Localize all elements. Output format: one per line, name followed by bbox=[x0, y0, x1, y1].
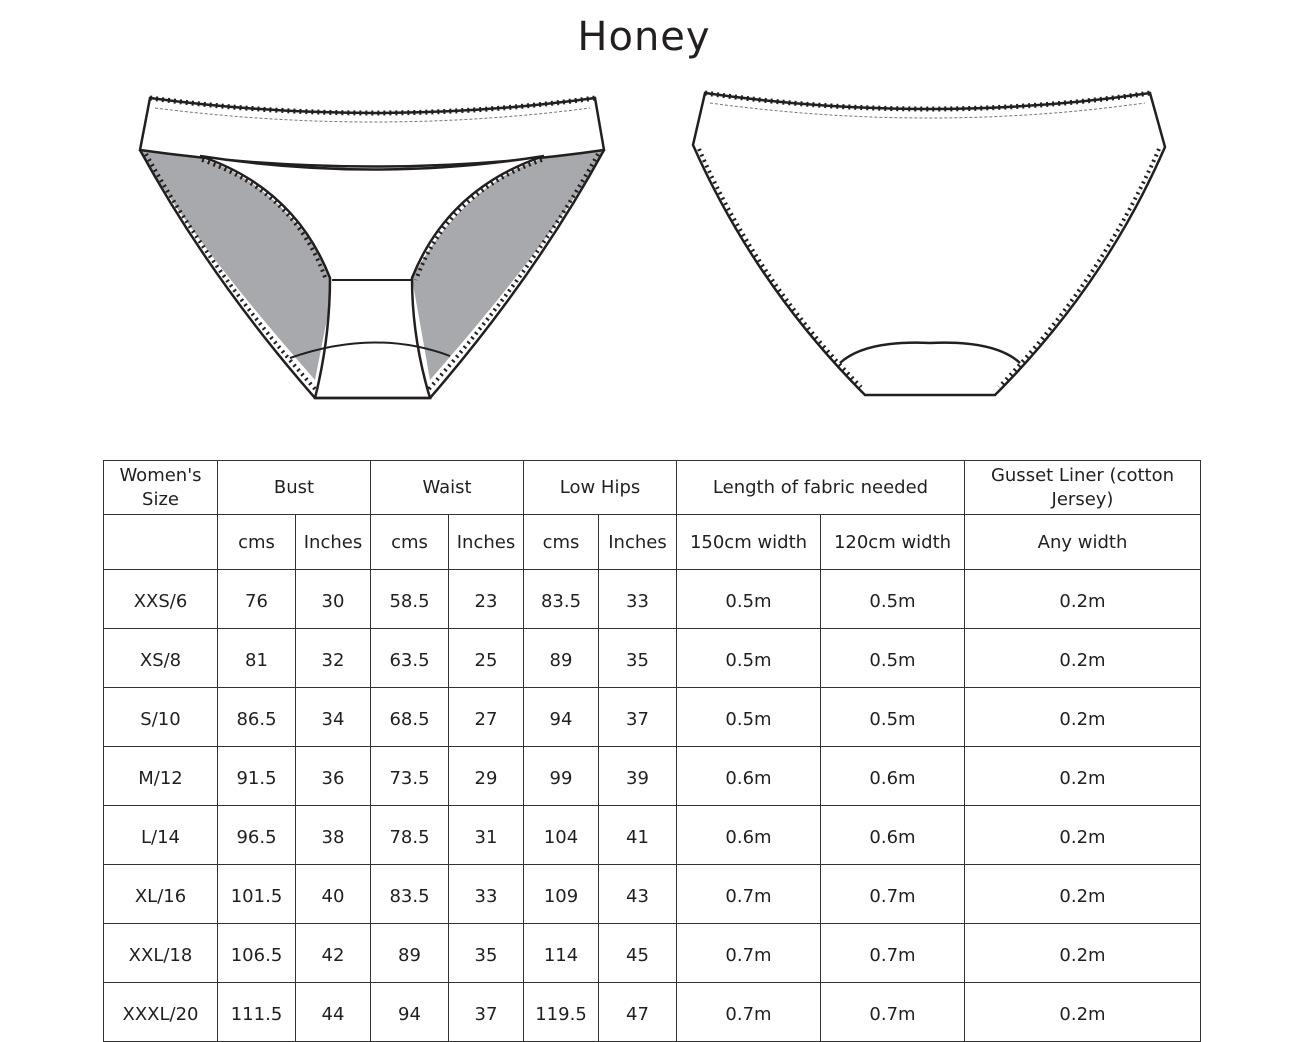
cell-bust-in: 30 bbox=[296, 570, 371, 629]
cell-fabric-120: 0.5m bbox=[821, 570, 965, 629]
cell-hips-in: 43 bbox=[599, 865, 677, 924]
header-size: Women's Size bbox=[104, 461, 218, 515]
cell-waist-in: 25 bbox=[449, 629, 524, 688]
subheader-waist-cms: cms bbox=[371, 515, 449, 570]
cell-fabric-120: 0.6m bbox=[821, 747, 965, 806]
cell-fabric-120: 0.7m bbox=[821, 924, 965, 983]
subheader-empty bbox=[104, 515, 218, 570]
cell-gusset: 0.2m bbox=[965, 983, 1201, 1042]
table-row bbox=[104, 570, 1201, 629]
cell-fabric-120: 0.6m bbox=[821, 806, 965, 865]
cell-size: XL/16 bbox=[104, 865, 218, 924]
cell-gusset: 0.2m bbox=[965, 688, 1201, 747]
cell-hips-cm: 83.5 bbox=[524, 570, 599, 629]
cell-hips-cm: 109 bbox=[524, 865, 599, 924]
cell-bust-cm: 76 bbox=[218, 570, 296, 629]
cell-hips-cm: 119.5 bbox=[524, 983, 599, 1042]
header-waist: Waist bbox=[371, 461, 524, 515]
cell-fabric-120: 0.7m bbox=[821, 983, 965, 1042]
cell-bust-cm: 106.5 bbox=[218, 924, 296, 983]
cell-bust-in: 36 bbox=[296, 747, 371, 806]
cell-fabric-150: 0.7m bbox=[677, 924, 821, 983]
table-sub-header-row bbox=[104, 515, 1201, 570]
cell-hips-in: 35 bbox=[599, 629, 677, 688]
cell-fabric-120: 0.5m bbox=[821, 688, 965, 747]
header-bust: Bust bbox=[218, 461, 371, 515]
cell-bust-in: 44 bbox=[296, 983, 371, 1042]
subheader-fabric-150: 150cm width bbox=[677, 515, 821, 570]
table-group-header-row bbox=[104, 461, 1201, 515]
cell-hips-in: 47 bbox=[599, 983, 677, 1042]
cell-waist-in: 33 bbox=[449, 865, 524, 924]
cell-size: XXL/18 bbox=[104, 924, 218, 983]
table-row bbox=[104, 688, 1201, 747]
cell-hips-in: 41 bbox=[599, 806, 677, 865]
briefs-back-view-icon bbox=[685, 85, 1175, 405]
cell-hips-in: 33 bbox=[599, 570, 677, 629]
cell-size: L/14 bbox=[104, 806, 218, 865]
cell-waist-cm: 83.5 bbox=[371, 865, 449, 924]
subheader-hips-inches: Inches bbox=[599, 515, 677, 570]
cell-fabric-150: 0.6m bbox=[677, 747, 821, 806]
cell-gusset: 0.2m bbox=[965, 865, 1201, 924]
subheader-fabric-120: 120cm width bbox=[821, 515, 965, 570]
cell-bust-cm: 111.5 bbox=[218, 983, 296, 1042]
cell-bust-cm: 91.5 bbox=[218, 747, 296, 806]
cell-gusset: 0.2m bbox=[965, 924, 1201, 983]
subheader-hips-cms: cms bbox=[524, 515, 599, 570]
page-title: Honey bbox=[577, 14, 711, 60]
cell-bust-in: 40 bbox=[296, 865, 371, 924]
cell-bust-cm: 96.5 bbox=[218, 806, 296, 865]
cell-waist-in: 27 bbox=[449, 688, 524, 747]
briefs-front-view-icon bbox=[130, 88, 620, 408]
cell-waist-in: 31 bbox=[449, 806, 524, 865]
cell-hips-in: 37 bbox=[599, 688, 677, 747]
table-row bbox=[104, 629, 1201, 688]
cell-fabric-150: 0.7m bbox=[677, 865, 821, 924]
cell-bust-cm: 81 bbox=[218, 629, 296, 688]
cell-waist-in: 23 bbox=[449, 570, 524, 629]
cell-fabric-120: 0.5m bbox=[821, 629, 965, 688]
cell-size: XS/8 bbox=[104, 629, 218, 688]
cell-fabric-150: 0.7m bbox=[677, 983, 821, 1042]
header-fabric-length: Length of fabric needed bbox=[677, 461, 965, 515]
cell-hips-in: 45 bbox=[599, 924, 677, 983]
subheader-bust-cms: cms bbox=[218, 515, 296, 570]
cell-hips-cm: 94 bbox=[524, 688, 599, 747]
cell-bust-in: 34 bbox=[296, 688, 371, 747]
cell-waist-in: 35 bbox=[449, 924, 524, 983]
cell-waist-cm: 89 bbox=[371, 924, 449, 983]
table-row bbox=[104, 983, 1201, 1042]
header-gusset-liner: Gusset Liner (cotton Jersey) bbox=[965, 461, 1201, 515]
cell-bust-in: 42 bbox=[296, 924, 371, 983]
cell-waist-in: 29 bbox=[449, 747, 524, 806]
subheader-gusset-any: Any width bbox=[965, 515, 1201, 570]
cell-hips-cm: 99 bbox=[524, 747, 599, 806]
cell-gusset: 0.2m bbox=[965, 806, 1201, 865]
cell-waist-cm: 78.5 bbox=[371, 806, 449, 865]
cell-fabric-150: 0.5m bbox=[677, 629, 821, 688]
cell-fabric-120: 0.7m bbox=[821, 865, 965, 924]
cell-waist-cm: 63.5 bbox=[371, 629, 449, 688]
cell-hips-in: 39 bbox=[599, 747, 677, 806]
cell-bust-cm: 101.5 bbox=[218, 865, 296, 924]
cell-waist-cm: 68.5 bbox=[371, 688, 449, 747]
table-row bbox=[104, 806, 1201, 865]
cell-hips-cm: 114 bbox=[524, 924, 599, 983]
header-low-hips: Low Hips bbox=[524, 461, 677, 515]
table-row bbox=[104, 924, 1201, 983]
cell-bust-cm: 86.5 bbox=[218, 688, 296, 747]
cell-waist-in: 37 bbox=[449, 983, 524, 1042]
cell-hips-cm: 104 bbox=[524, 806, 599, 865]
cell-size: M/12 bbox=[104, 747, 218, 806]
cell-size: XXS/6 bbox=[104, 570, 218, 629]
cell-bust-in: 32 bbox=[296, 629, 371, 688]
cell-fabric-150: 0.6m bbox=[677, 806, 821, 865]
cell-waist-cm: 94 bbox=[371, 983, 449, 1042]
cell-gusset: 0.2m bbox=[965, 629, 1201, 688]
cell-gusset: 0.2m bbox=[965, 747, 1201, 806]
subheader-bust-inches: Inches bbox=[296, 515, 371, 570]
size-chart-table bbox=[103, 460, 1201, 1042]
cell-hips-cm: 89 bbox=[524, 629, 599, 688]
table-row bbox=[104, 865, 1201, 924]
cell-waist-cm: 73.5 bbox=[371, 747, 449, 806]
cell-size: XXXL/20 bbox=[104, 983, 218, 1042]
subheader-waist-inches: Inches bbox=[449, 515, 524, 570]
cell-fabric-150: 0.5m bbox=[677, 688, 821, 747]
cell-fabric-150: 0.5m bbox=[677, 570, 821, 629]
cell-waist-cm: 58.5 bbox=[371, 570, 449, 629]
cell-gusset: 0.2m bbox=[965, 570, 1201, 629]
table-row bbox=[104, 747, 1201, 806]
cell-bust-in: 38 bbox=[296, 806, 371, 865]
cell-size: S/10 bbox=[104, 688, 218, 747]
